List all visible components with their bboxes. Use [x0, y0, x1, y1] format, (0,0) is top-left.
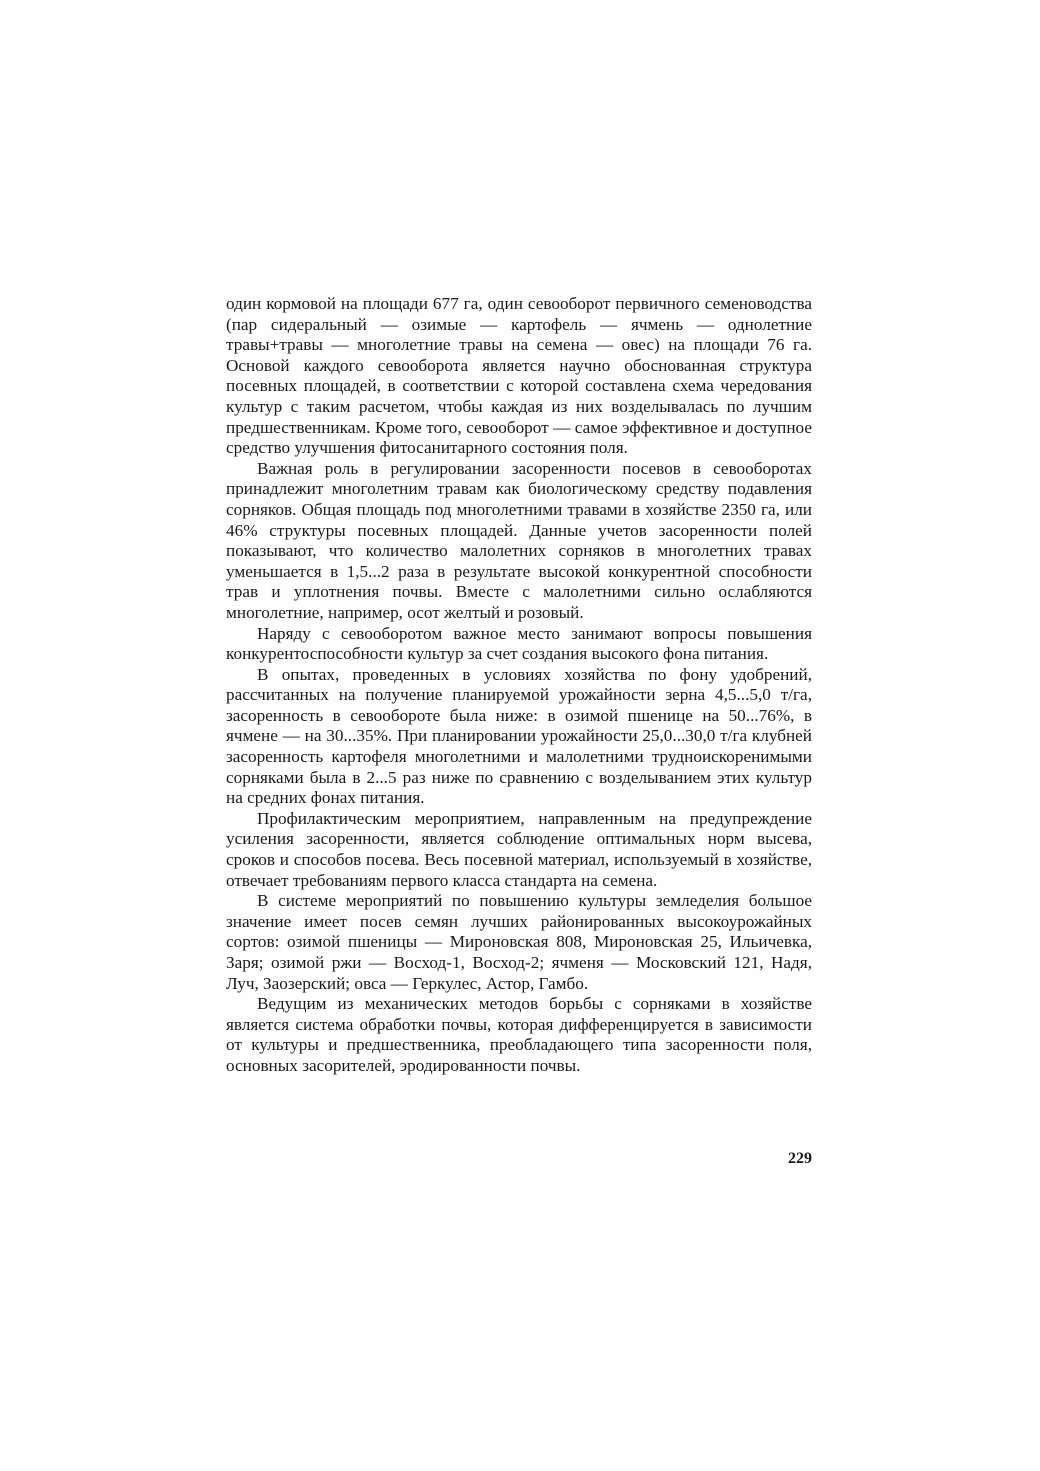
- paragraph-soil-tillage: Ведущим из механических методов борьбы с сорняками в хозяйстве является система обработки почвы, которая дифференцируется в зависимости от культуры и предшественника, преобладающего типа засоренности поля, основных засорителей, эродированности почвы.: [226, 994, 812, 1075]
- paragraph-fertilizer-experiments: В опытах, проведенных в условиях хозяйства по фону удобрений, рассчитанных на получение планируемой урожайности зерна 4,5...5,0 т/га, засоренность в севообороте была ниже: в озимой пшенице на 50...76%, в ячмене — на 30...35%. При планировании урожайности 25,0...30,0 т/га клубней засоренность картофеля многолетними и малолетними трудноискоренимыми сорняками была в 2...5 раз ниже по сравнению с возделыванием этих культур на средних фонах питания.: [226, 664, 812, 808]
- paragraph-perennial-grasses: Важная роль в регулировании засоренности посевов в севооборотах принадлежит многолетним травам как биологическому средству подавления сорняков. Общая площадь под многолетними травами в хозяйстве 2350 га, или 46% структуры посевных площадей. Данные учетов засоренности полей показывают, что количество малолетних сорняков в многолетних травах уменьшается в 1,5...2 раза в результате высокой конкурентной способности трав и уплотнения почвы. Вместе с малолетними сильно ослабляются многолетние, например, осот желтый и розовый.: [226, 458, 812, 622]
- page-number: 229: [788, 1150, 812, 1167]
- paragraph-crop-rotation-structure: один кормовой на площади 677 га, один севооборот первичного семеноводства (пар сидеральный — озимые — картофель — ячмень — однолетние травы+травы — многолетние травы на семена — овес) на площади 76 га. Основой каждого севооборота является научно обоснованная структура посевных площадей, в соответствии с которой составлена схема чередования культур с таким расчетом, чтобы каждая из них возделывалась по лучшим предшественникам. Кроме того, севооборот — самое эффективное и доступное средство улучшения фитосанитарного состояния поля.: [226, 294, 812, 458]
- paragraph-competitiveness: Наряду с севооборотом важное место занимают вопросы повышения конкурентоспособности культур за счет создания высокого фона питания.: [226, 623, 812, 664]
- paragraph-preventive-measures: Профилактическим мероприятием, направленным на предупреждение усиления засоренности, является соблюдение оптимальных норм высева, сроков и способов посева. Весь посевной материал, используемый в хозяйстве, отвечает требованиям первого класса стандарта на семена.: [226, 808, 812, 890]
- paragraph-crop-varieties: В системе мероприятий по повышению культуры земледелия большое значение имеет посев семян лучших районированных высокоурожайных сортов: озимой пшеницы — Мироновская 808, Мироновская 25, Ильичевка, Заря; озимой ржи — Восход-1, Восход-2; ячменя — Московский 121, Надя, Луч, Заозерский; овса — Геркулес, Астор, Гамбо.: [226, 891, 812, 993]
- body-text: [226, 294, 812, 1077]
